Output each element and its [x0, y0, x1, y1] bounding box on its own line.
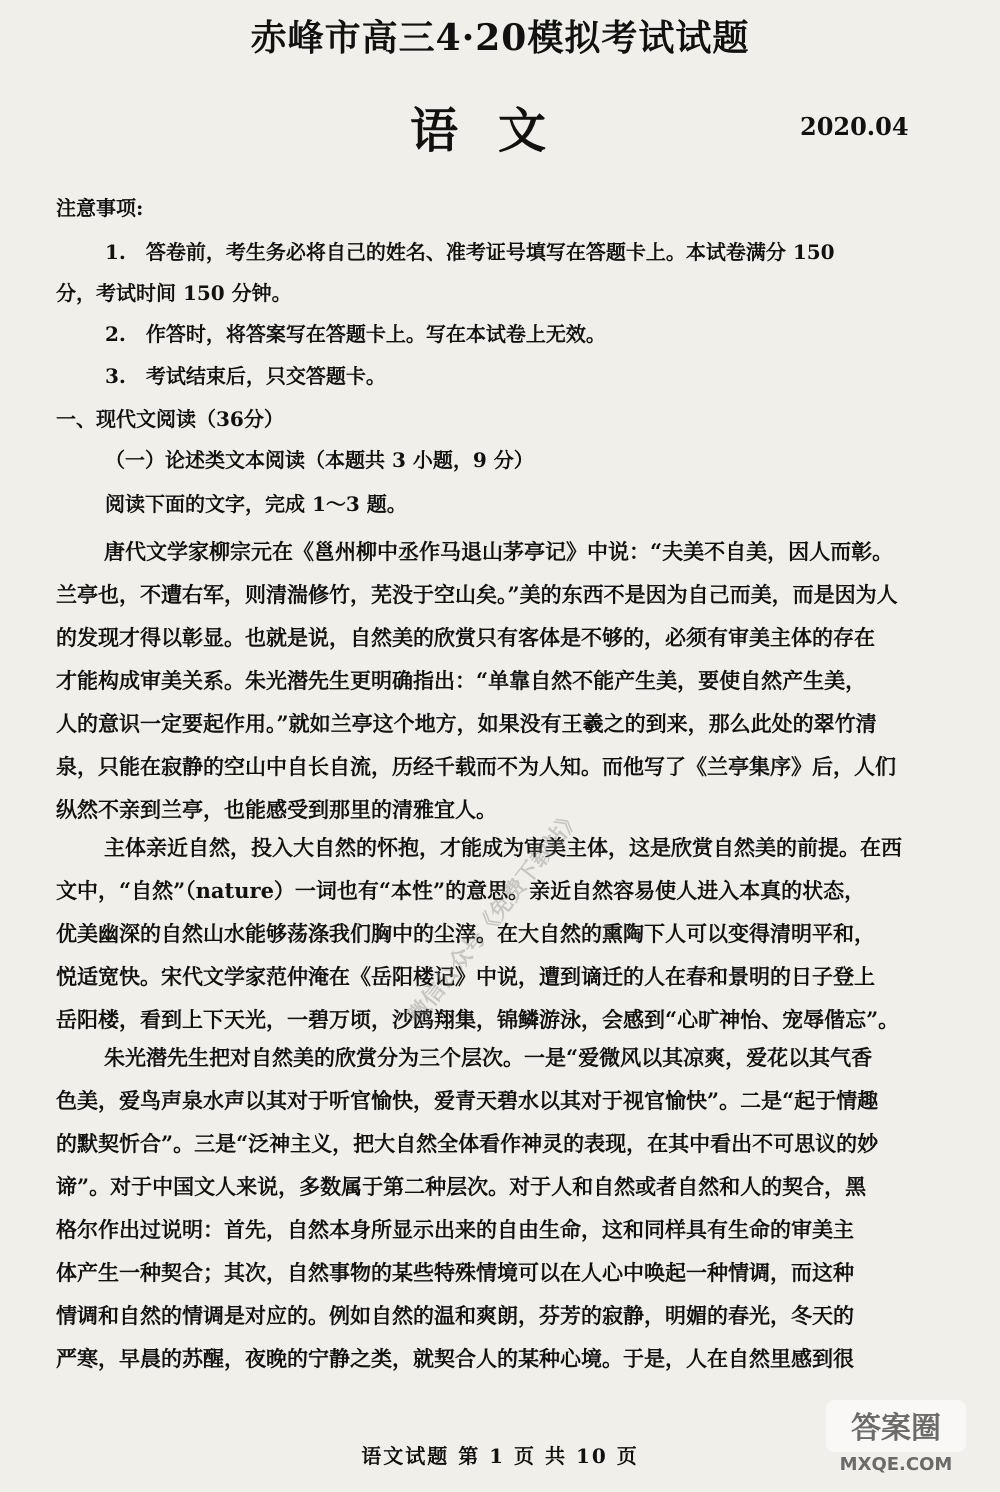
passage-line: 才能构成审美关系。朱光潜先生更明确指出：“单靠自然不能产生美，要使自然产生美， — [56, 668, 867, 693]
diagonal-watermark: 微信公众号《免费下载站》 — [403, 804, 587, 1029]
exam-date: 2020.04 — [800, 112, 909, 141]
subject-title: 语文 — [410, 103, 587, 159]
passage-line: 体产生一种契合；其次，自然事物的某些特殊情境可以在人心中唤起一种情调，而这种 — [56, 1260, 854, 1285]
subsection-title: （一）论述类文本阅读（本题共 3 小题，9 分） — [105, 448, 534, 472]
reading-instruction: 阅读下面的文字，完成 1～3 题。 — [105, 492, 407, 516]
passage-line: 人的意识一定要起作用。”就如兰亭这个地方，如果没有王羲之的到来，那么此处的翠竹清 — [56, 711, 877, 736]
passage-line: 纵然不亲到兰亭，也能感受到那里的清雅宜人。 — [56, 797, 497, 822]
notice-item-3: 3. 考试结束后，只交答题卡。 — [105, 364, 386, 388]
passage-line: 的发现才得以彰显。也就是说，自然美的欣赏只有客体是不够的，必须有审美主体的存在 — [56, 625, 875, 650]
passage-paragraph-2 — [56, 826, 966, 1041]
passage-paragraph-3 — [56, 1036, 966, 1380]
passage-line: 朱光潜先生把对自然美的欣赏分为三个层次。一是“爱微风以其凉爽，爱花以其气香 — [104, 1045, 873, 1070]
passage-line: 文中，“自然”（nature）一词也有“本性”的意思。亲近自然容易使人进入本真的状态， — [56, 878, 866, 903]
passage-line: 谛”。对于中国文人来说，多数属于第二种层次。对于人和自然或者自然和人的契合，黑 — [56, 1174, 867, 1199]
passage-line: 的默契忻合”。三是“泛神主义，把大自然全体看作神灵的表现，在其中看出不可思议的妙 — [56, 1131, 879, 1156]
logo-text: 答案圈 — [851, 1411, 941, 1446]
passage-line: 严寒，早晨的苏醒，夜晚的宁静之类，就契合人的某种心境。于是，人在自然里感到很 — [56, 1346, 854, 1371]
passage-line: 优美幽深的自然山水能够荡涤我们胸中的尘滓。在大自然的熏陶下人可以变得清明平和， — [56, 921, 875, 946]
passage-paragraph-1 — [56, 530, 966, 831]
passage-line: 岳阳楼，看到上下天光，一碧万顷，沙鸥翔集，锦鳞游泳，会感到“心旷神怡、宠辱偕忘”。 — [56, 1007, 900, 1032]
section-title: 一、现代文阅读（36分） — [56, 407, 284, 431]
passage-line: 情调和自然的情调是对应的。例如自然的温和爽朗，芬芳的寂静，明媚的春光，冬天的 — [56, 1303, 854, 1328]
passage-line: 兰亭也，不遭右军，则清湍修竹，芜没于空山矣。”美的东西不是因为自己而美，而是因为人 — [56, 582, 898, 607]
logo-subtext: MXQE.COM — [839, 1454, 953, 1475]
passage-line: 泉，只能在寂静的空山中自长自流，历经千载而不为人知。而他写了《兰亭集序》后，人们 — [56, 754, 896, 779]
notice-heading: 注意事项: — [56, 196, 144, 220]
page-footer: 语文试题 第 1 页 共 10 页 — [361, 1444, 639, 1468]
exam-title: 赤峰市高三4·20模拟考试试题 — [250, 17, 750, 59]
passage-line: 悦适宽快。宋代文学家范仲淹在《岳阳楼记》中说，遭到谪迁的人在春和景明的日子登上 — [56, 964, 875, 989]
passage-line: 主体亲近自然，投入大自然的怀抱，才能成为审美主体，这是欣赏自然美的前提。在西 — [104, 835, 902, 860]
notice-item-1-line-1: 1. 答卷前，考生务必将自己的姓名、准考证号填写在答题卡上。本试卷满分 150 — [105, 240, 835, 264]
logo-badge-icon — [812, 1398, 972, 1478]
passage-line: 唐代文学家柳宗元在《邕州柳中丞作马退山茅亭记》中说：“夫美不自美，因人而彰。 — [104, 539, 894, 564]
passage-line: 格尔作出过说明：首先，自然本身所显示出来的自由生命，这和同样具有生命的审美主 — [56, 1217, 854, 1242]
site-logo-watermark — [812, 1398, 972, 1478]
passage-line: 色美，爱鸟声泉水声以其对于听官愉快，爱青天碧水以其对于视官愉快”。二是“起于情趣 — [56, 1088, 879, 1113]
notice-item-2: 2. 作答时，将答案写在答题卡上。写在本试卷上无效。 — [105, 322, 606, 346]
notice-item-1-line-2: 分，考试时间 150 分钟。 — [56, 281, 292, 305]
